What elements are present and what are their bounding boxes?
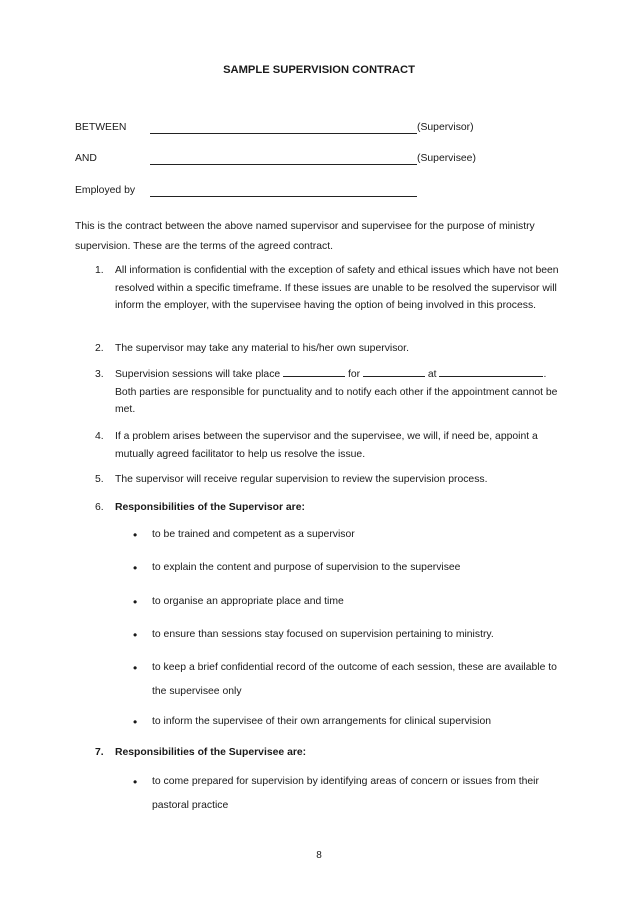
party-label-between: BETWEEN [75,122,127,133]
bullet-text: to come prepared for supervision by identifying areas of concern or issues from their pastoral practice [152,776,539,811]
clause-2 [95,340,565,358]
session-frequency-blank[interactable] [283,366,345,377]
bullet-icon: • [133,715,138,729]
clause-number: 4. [95,431,104,442]
clause-6 [95,499,565,517]
clause-3-part-c: at [427,369,437,380]
clause-3-part-d: . Both parties are responsible for punctuality and to notify each other if the appointment cannot be met. [115,369,558,415]
clause-text: If a problem arises between the supervisor and the supervisee, we will, if need be, appoint a mutually agreed facilitator to help us resolve the issue. [115,431,538,460]
supervisor-bullet-3 [133,590,563,614]
clause-7 [95,744,565,762]
bullet-icon: • [133,661,138,675]
clause-text: All information is confidential with the exception of safety and ethical issues which have not been resolved within a specific timeframe. If these issues are unable to be resolved the supervisor will inform the employer, with the supervisee having the option of being involved in this process. [115,265,559,311]
supervisor-bullet-5 [133,656,563,704]
clause-number: 6. [95,502,104,513]
supervisor-bullet-2 [133,556,563,580]
clause-5 [95,471,565,489]
clause-number: 7. [95,747,104,758]
clause-number: 2. [95,343,104,354]
session-location-blank[interactable] [439,366,543,377]
clause-3-part-a: Supervision sessions will take place [115,369,281,380]
page-number: 8 [316,850,322,861]
clause-text: The supervisor may take any material to his/her own supervisor. [115,343,409,354]
session-duration-blank[interactable] [363,366,425,377]
bullet-icon: • [133,561,138,575]
bullet-text: to ensure than sessions stay focused on supervision pertaining to ministry. [152,629,494,640]
clause-4 [95,428,565,463]
party-role-supervisor: (Supervisor) [417,122,474,133]
bullet-icon: • [133,628,138,642]
clause-text [115,366,565,419]
supervisee-bullet-1 [133,770,563,818]
clause-number: 5. [95,474,104,485]
clause-heading: Responsibilities of the Supervisor are: [115,502,305,513]
supervisor-bullet-4 [133,623,563,647]
document-title: SAMPLE SUPERVISION CONTRACT [223,64,415,76]
bullet-text: to be trained and competent as a supervisor [152,529,355,540]
party-label-employed-by: Employed by [75,185,136,196]
clause-3-part-b: for [347,369,361,380]
supervisor-bullet-6 [133,710,563,734]
party-role-supervisee: (Supervisee) [417,153,476,164]
clause-3 [95,366,565,419]
intro-paragraph: This is the contract between the above named supervisor and supervisee for the purpose of ministry supervision. These are the terms of the agreed contract. [75,221,535,252]
bullet-icon: • [133,595,138,609]
bullet-text: to inform the supervisee of their own arrangements for clinical supervision [152,716,492,727]
employer-name-line[interactable] [150,185,417,197]
clause-number: 1. [95,265,104,276]
bullet-text: to keep a brief confidential record of the outcome of each session, these are available to the supervisee only [152,662,557,697]
bullet-icon: • [133,528,138,542]
bullet-icon: • [133,775,138,789]
bullet-text: to organise an appropriate place and time [152,596,344,607]
clause-1 [95,262,565,315]
bullet-text: to explain the content and purpose of supervision to the supervisee [152,562,461,573]
clause-text: The supervisor will receive regular supervision to review the supervision process. [115,474,488,485]
clause-number: 3. [95,369,104,380]
party-label-and: AND [75,153,97,164]
supervisor-bullet-1 [133,523,563,547]
supervisor-name-line[interactable] [150,122,417,134]
supervisee-name-line[interactable] [150,153,417,165]
clause-heading: Responsibilities of the Supervisee are: [115,747,307,758]
